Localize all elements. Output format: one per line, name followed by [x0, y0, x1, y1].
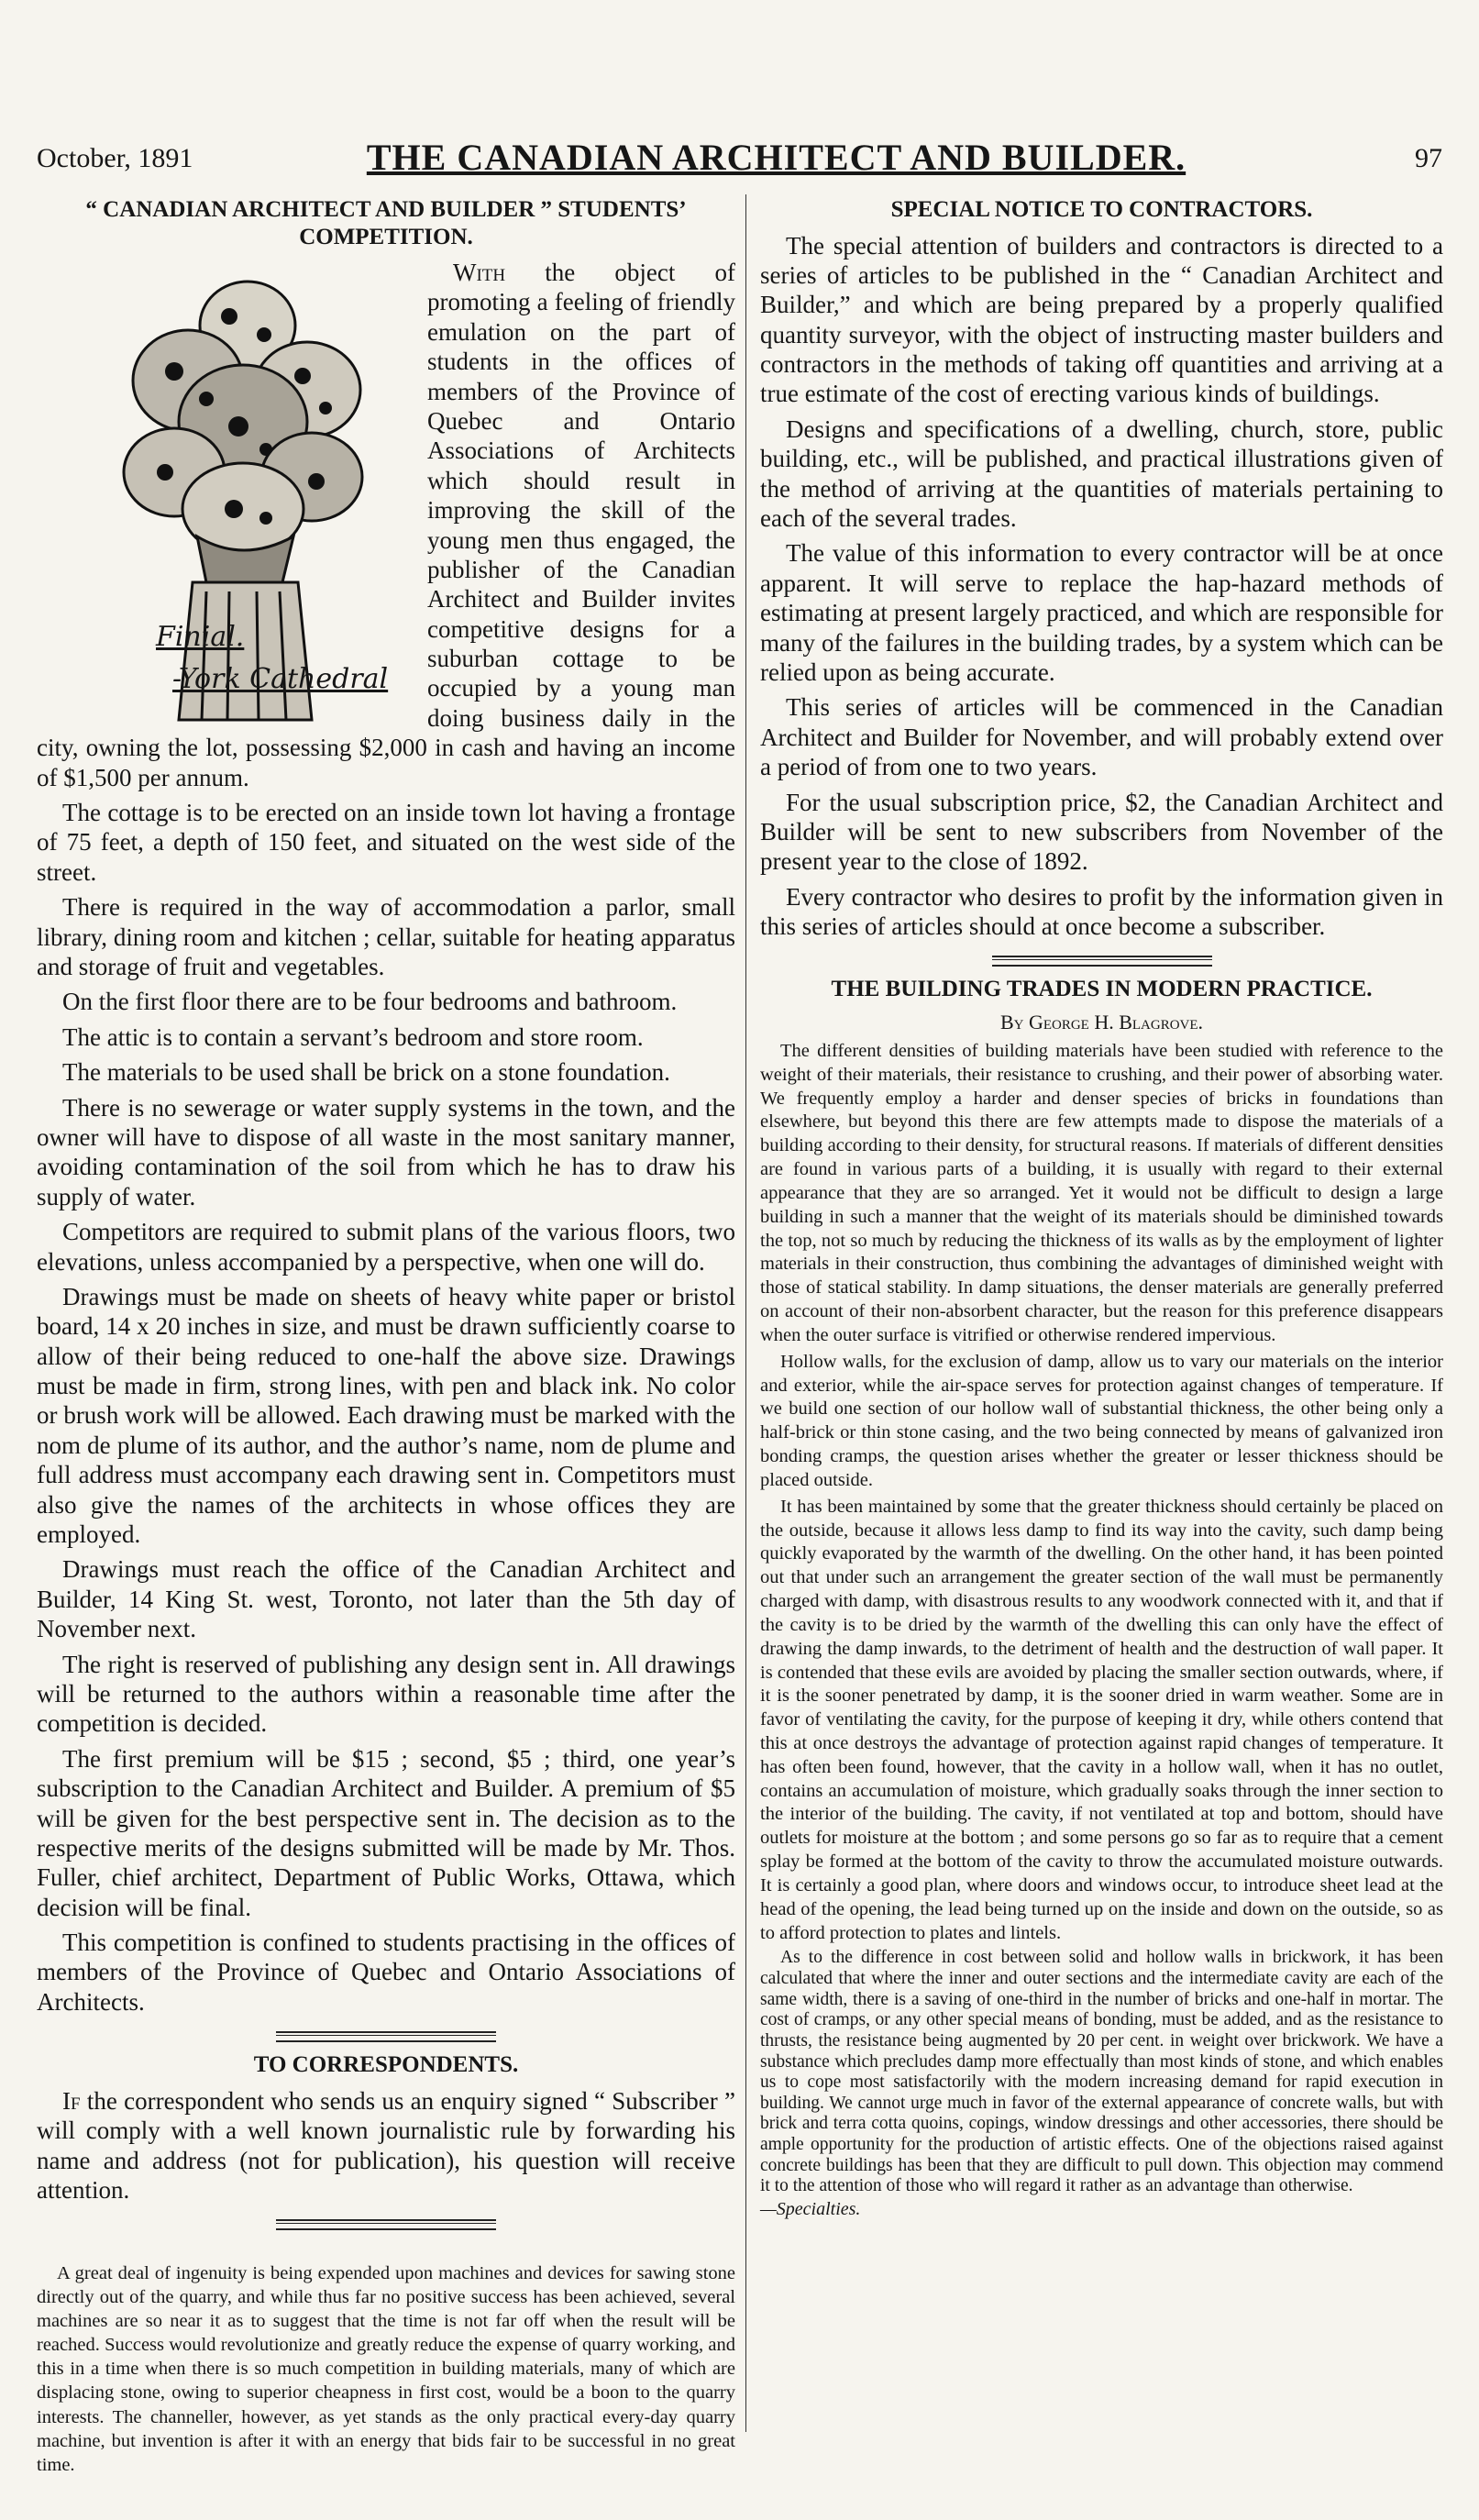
right-column	[760, 193, 1443, 2456]
figure-caption	[156, 621, 413, 709]
notice-paragraph-1: The special attention of builders and contractors is directed to a series of articles to be published in the “ Canadian Architect and Builder,” and which are being prepared by a properly qualified quantity surveyor, with the object of instructing master builders and contractors in the methods of taking off quantities and arriving at a true estimate of the cost of erecting various kinds of buildings.	[760, 231, 1443, 408]
competition-paragraph-7: There is no sewerage or water supply systems in the town, and the owner will have to dispose of all waste in the most sanitary manner, avoiding contamination of the soil from which he has to draw his supply of water.	[37, 1093, 735, 1210]
competition-paragraph-8: Competitors are required to submit plans of the various floors, two elevations, unless accompanied by a perspective, when one will do.	[37, 1218, 735, 1276]
competition-paragraph-4: On the first floor there are to be four bedrooms and bathroom.	[62, 988, 678, 1016]
left-column	[37, 193, 735, 2475]
drop-word: If	[62, 2086, 81, 2115]
notice-paragraph-6: Every contractor who desires to profit by the information given in this series of articles should at once become a subscriber.	[760, 882, 1443, 941]
caption-line-2: -York Cathedral	[172, 663, 389, 695]
page-number: 97	[1415, 143, 1442, 173]
competition-paragraph-6: The materials to be used shall be brick on a stone foundation.	[62, 1058, 670, 1087]
competition-title-line-2: COMPETITION.	[299, 224, 473, 249]
competition-title-line-1: “ CANADIAN ARCHITECT AND BUILDER ” STUDENTS’	[85, 197, 687, 222]
page-header	[37, 139, 1442, 180]
competition-paragraph-5: The attic is to contain a servant’s bedroom and store room.	[62, 1022, 644, 1051]
issue-date: October, 1891	[37, 143, 193, 173]
trades-paragraph-4: As to the difference in cost between solid and hollow walls in brickwork, it has been calculated that where the inner and outer sections and the intermediate cavity are each of the same width, there is a saving of one-third in the number of bricks and one-half in mortar. The cost of cramps, or any other special means of bonding, must be added, and as the resistance to thrusts, the resistance being augmented by 20 per cent. in weight over brickwork. We have a substance which precludes damp more effectually than most kinds of stone, and which enables us to cope most satisfactorily with the modern increasing demand for rapid execution in building. We cannot urge much in favor of the external appearance of concrete walls, but with brick and terra cotta quoins, copings, window dressings and other accessories, there should be ample opportunity for the production of artistic effects. One of the objections raised against concrete buildings has been that they are difficult to pull down. This objection may commend it to the attention of those who will regard it rather as an advantage than otherwise.	[760, 1948, 1443, 2196]
section-rule	[276, 2031, 496, 2042]
finial-illustration	[37, 261, 411, 709]
trades-paragraph-3: It has been maintained by some that the greater thickness should certainly be placed on the outside, because it allows less damp to find its way into the cavity, such damp being quickly evaporated by the warmth of the dwelling. On the other hand, it has been pointed out that under such an arrangement the greater section of the wall must be permanently charged with damp, with disastrous results to any woodwork connected with it, and that if the cavity is to be dried by the warmth of the dwelling this can only have the effect of drawing the damp inwards, to the detriment of health and the destruction of wall paper. It is contended that these evils are avoided by placing the smaller section outwards, where, if it is the sooner penetrated by damp, it is the sooner dried in warm weather. Some are in favor of ventilating the cavity, for the purpose of keeping it dry, while others contend that this at once destroys the advantage of protection against rapid changes of temperature. It has often been found, however, that the cavity in a hollow wall, when it has no outlet, contains an accumulation of moisture, which gradually soaks through the inner section to the interior of the building. The cavity, if not ventilated at top and bottom, should have outlets for moisture at the bottom ; and some persons go so far as to require that a cement splay be formed at the bottom of the cavity to throw the accumulated moisture outwards. It is certainly a good plan, where doors and windows occur, to introduce sheet lead at the head of the opening, the lead being turned up on the inside and down on the outside, so as to afford protection to plates and lintels.	[760, 1496, 1443, 1943]
notice-paragraph-2: Designs and specifications of a dwelling, church, store, public building, etc., will be published, and practical illustrations given of the method of arriving at the quantities of materials pertaining to each of the several trades.	[760, 414, 1443, 533]
competition-paragraph-3: There is required in the way of accommodation a parlor, small library, dining room and kitchen ; cellar, suitable for heating apparatus and storage of fruit and vegetables.	[37, 893, 735, 980]
trades-paragraph-2: Hollow walls, for the exclusion of damp, allow us to vary our materials on the interior and exterior, while the air-space serves for protection against changes of temperature. If we build one section of our hollow wall of substantial thickness, the other being only a half-brick or thin stone casing, and the two being connected by means of galvanized iron bonding cramps, the question arises whether the greater or lesser thickness should be placed outside.	[760, 1351, 1443, 1490]
author-byline: By George H. Blagrove.	[999, 1010, 1204, 1033]
competition-paragraph-1: With the object of promoting a feeling of friendly emulation on the part of students in the offices of members of the Province of Quebec and Ontario Associations of Architects which should result in improving the skill of the young men thus engaged, the publisher of the Canadian Architect and Builder invites competitive designs for a suburban cottage to be occupied by a young man doing business daily in the city, owning the lot, possessing $2,000 in cash and having an income of $1,500 per annum.	[37, 259, 735, 791]
article-signature: —Specialties.	[760, 2198, 861, 2219]
competition-paragraph-2: The cottage is to be erected on an inside town lot having a frontage of 75 feet, a depth of 150 feet, and situated on the west side of the street.	[37, 799, 735, 886]
competition-paragraph-13: This competition is confined to students practising in the offices of members of the Province of Quebec and Ontario Associations of Architects.	[37, 1929, 735, 2016]
correspondents-heading: TO CORRESPONDENTS.	[253, 2052, 519, 2078]
notice-paragraph-4: This series of articles will be commenced in the Canadian Architect and Builder for November, and will probably extend over a period of from one to two years.	[760, 693, 1443, 781]
notice-heading: SPECIAL NOTICE TO CONTRACTORS.	[890, 197, 1313, 222]
trades-paragraph-1: The different densities of building materials have been studied with reference to the weight of their materials, their resistance to crushing, and their power of absorbing water. We frequently employ a harder and denser species of bricks in foundations than elsewhere, but beyond this there are few attempts made to dispose the materials of a building according to their density, for structural reasons. If materials of different densities are found in various parts of a building, it is usually with regard to their external appearance that they are so arranged. Yet it would not be difficult to design a large building in such a manner that the weight of its materials should be diminished towards the top, not so much by reducing the thickness of its walls as by the employment of lighter materials in their construction, thus combining the advantages of diminished weight with those of statical stability. In damp situations, the denser materials are generally preferred on account of their non-absorbent character, but the reason for this preference disappears when the outer surface is vitrified or otherwise rendered impervious.	[760, 1040, 1443, 1345]
drop-word: With	[453, 259, 506, 286]
correspondents-paragraph: If the correspondent who sends us an enquiry signed “ Subscriber ” will comply with a well known journalistic rule by forwarding his name and address (not for publication), his question will receive attention.	[37, 2086, 735, 2204]
quarry-footnote: A great deal of ingenuity is being expended upon machines and devices for sawing stone directly out of the quarry, and while thus far no positive success has been achieved, several machines are so near it as to suggest that the time is not far off when the result will be reached. Success would revolutionize and greatly reduce the expense of quarry working, and this in a time when there is so much competition in building materials, many of which are displacing stone, owing to superior cheapness in first cost, would be a boon to the quarry interests. The channeller, however, as yet stands as the only practical every-day quarry machine, but invention is after it with an energy that bids fair to be successful in no great time.	[37, 2263, 735, 2475]
section-rule	[992, 956, 1212, 967]
competition-paragraph-9: Drawings must be made on sheets of heavy white paper or bristol board, 14 x 20 inches in size, and must be drawn sufficiently coarse to allow of their being reduced to one-half the above size. Drawings must be made in firm, strong lines, with pen and black ink. No color or brush work will be allowed. Each drawing must be marked with the nom de plume of its author, and the author’s name, nom de plume and full address must accompany each drawing sent in. Competitors must also give the names of the architects in whose offices they are employed.	[37, 1282, 735, 1549]
notice-paragraph-3: The value of this information to every contractor will be at once apparent. It will serve to replace the hap-hazard methods of estimating at present largely practiced, and which are responsible for many of the failures in the building trades, by a system which can be relied upon as being accurate.	[760, 539, 1443, 686]
competition-paragraph-10: Drawings must reach the office of the Canadian Architect and Builder, 14 King St. west, Toronto, not later than the 5th day of November next.	[37, 1555, 735, 1643]
competition-paragraph-12: The first premium will be $15 ; second, $5 ; third, one year’s subscription to the Canadian Architect and Builder. A premium of $5 will be given for the best perspective sent in. The decision as to the respective merits of the designs submitted will be made by Mr. Thos. Fuller, chief architect, Department of Public Works, Ottawa, which decision will be final.	[37, 1744, 735, 1921]
competition-paragraph-11: The right is reserved of publishing any design sent in. All drawings will be returned to the authors within a reasonable time after the competition is decided.	[37, 1650, 735, 1738]
section-rule	[276, 2219, 496, 2230]
notice-paragraph-5: For the usual subscription price, $2, the Canadian Architect and Builder will be sent to new subscribers from November of the present year to the close of 1892.	[760, 788, 1443, 876]
caption-line-1: Finial.	[156, 621, 245, 653]
column-divider	[745, 194, 746, 2432]
competition-heading	[37, 196, 735, 250]
trades-heading: THE BUILDING TRADES IN MODERN PRACTICE.	[831, 977, 1373, 1002]
journal-title: THE CANADIAN ARCHITECT AND BUILDER.	[366, 137, 1187, 178]
